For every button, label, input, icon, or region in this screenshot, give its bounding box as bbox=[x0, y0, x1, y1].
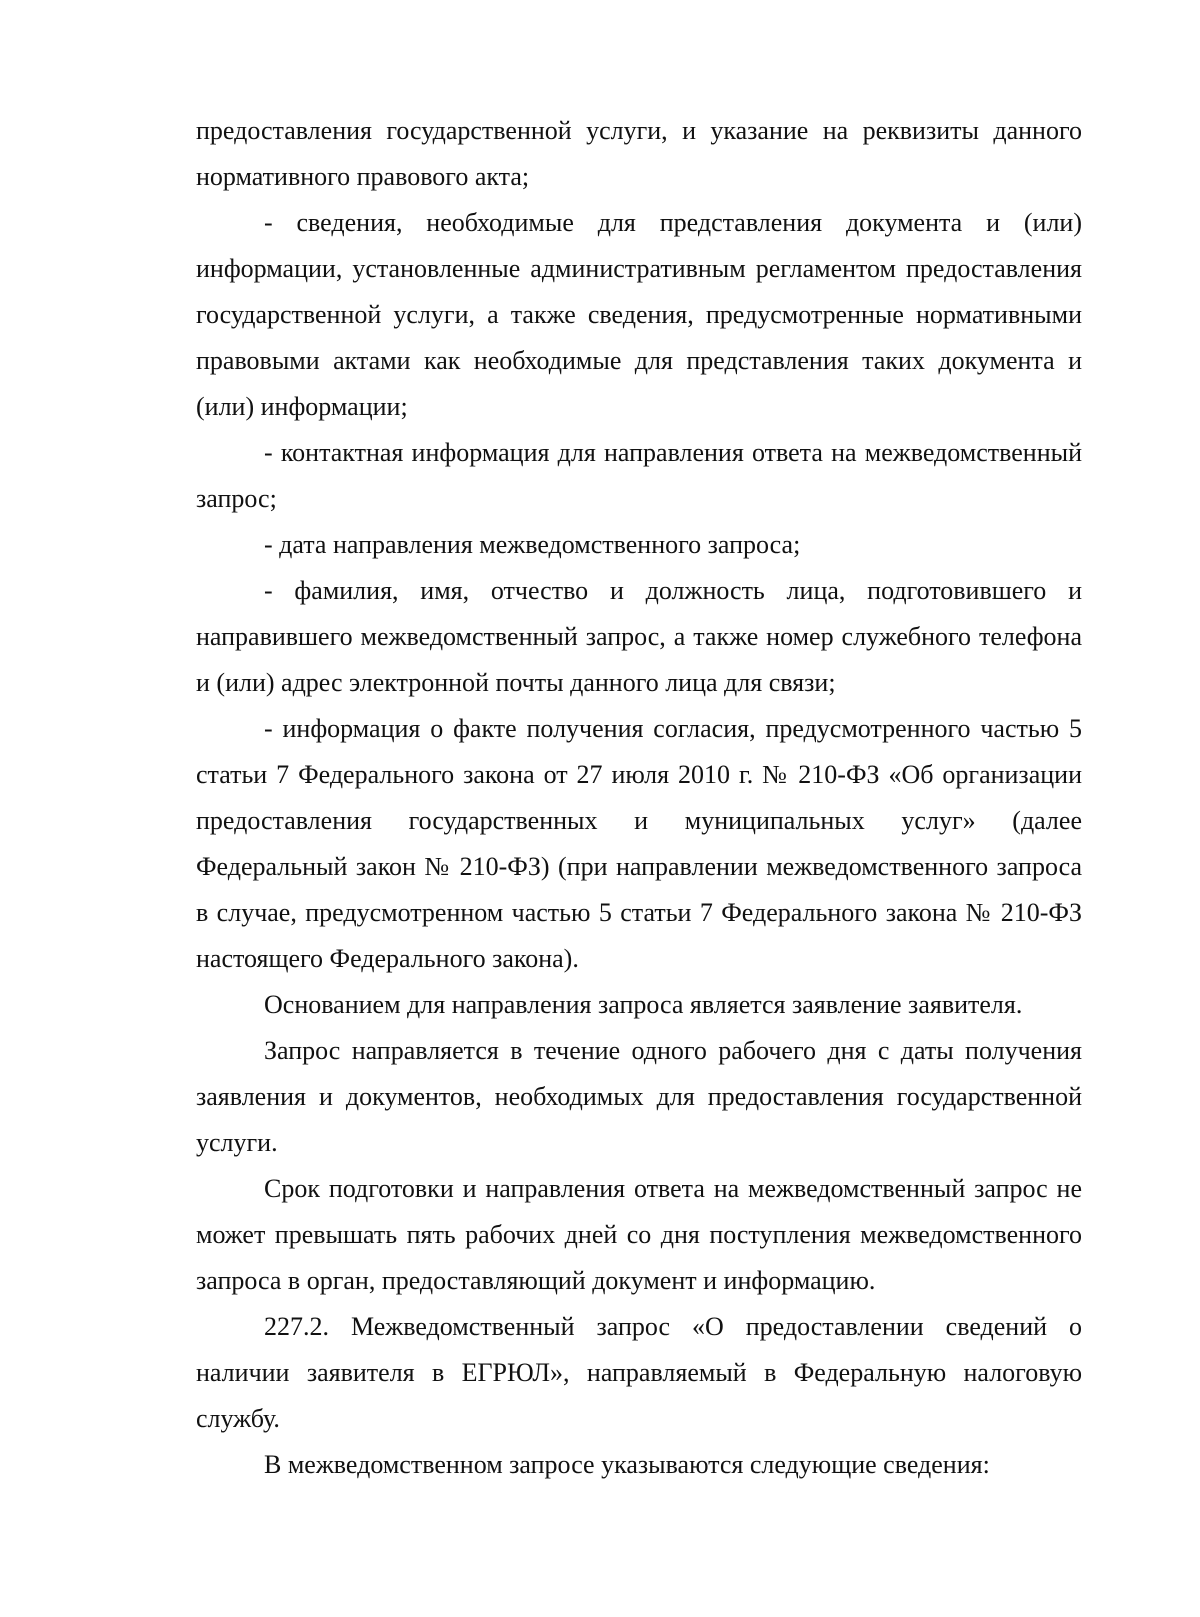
paragraph: - дата направления межведомственного запроса; bbox=[264, 530, 801, 559]
paragraph: Срок подготовки и направления ответа на межведомственный запрос не может превышать пять рабочих дней со дня поступления межведомственного запроса в орган, предоставляющий документ и информацию. bbox=[196, 1174, 1082, 1295]
paragraph: - контактная информация для направления ответа на межведомственный запрос; bbox=[196, 438, 1082, 513]
paragraph: - сведения, необходимые для представления документа и (или) информации, установленные административным регламентом предоставления государственной услуги, а также сведения, предусмотренные нормативными правовыми актами как необходимые для представления таких документа и (или) информации; bbox=[196, 208, 1082, 421]
paragraph: В межведомственном запросе указываются следующие сведения: bbox=[264, 1450, 990, 1479]
paragraph: - фамилия, имя, отчество и должность лица, подготовившего и направившего межведомственный запрос, а также номер служебного телефона и (или) адрес электронной почты данного лица для связи; bbox=[196, 576, 1082, 697]
paragraph: Запрос направляется в течение одного рабочего дня с даты получения заявления и документов, необходимых для предоставления государственной услуги. bbox=[196, 1036, 1082, 1157]
paragraph: Основанием для направления запроса является заявление заявителя. bbox=[264, 990, 1023, 1019]
paragraph: предоставления государственной услуги, и указание на реквизиты данного нормативного правового акта; bbox=[196, 116, 1082, 191]
document-body bbox=[196, 108, 1082, 1488]
paragraph: 227.2. Межведомственный запрос «О предоставлении сведений о наличии заявителя в ЕГРЮЛ», направляемый в Федеральную налоговую службу. bbox=[196, 1312, 1082, 1433]
paragraph: - информация о факте получения согласия, предусмотренного частью 5 статьи 7 Федерального закона от 27 июля 2010 г. № 210-ФЗ «Об организации предоставления государственных и муниципальных услуг» (далее Федеральный закон № 210-ФЗ) (при направлении межведомственного запроса в случае, предусмотренном частью 5 статьи 7 Федерального закона № 210-ФЗ настоящего Федерального закона). bbox=[196, 714, 1082, 973]
